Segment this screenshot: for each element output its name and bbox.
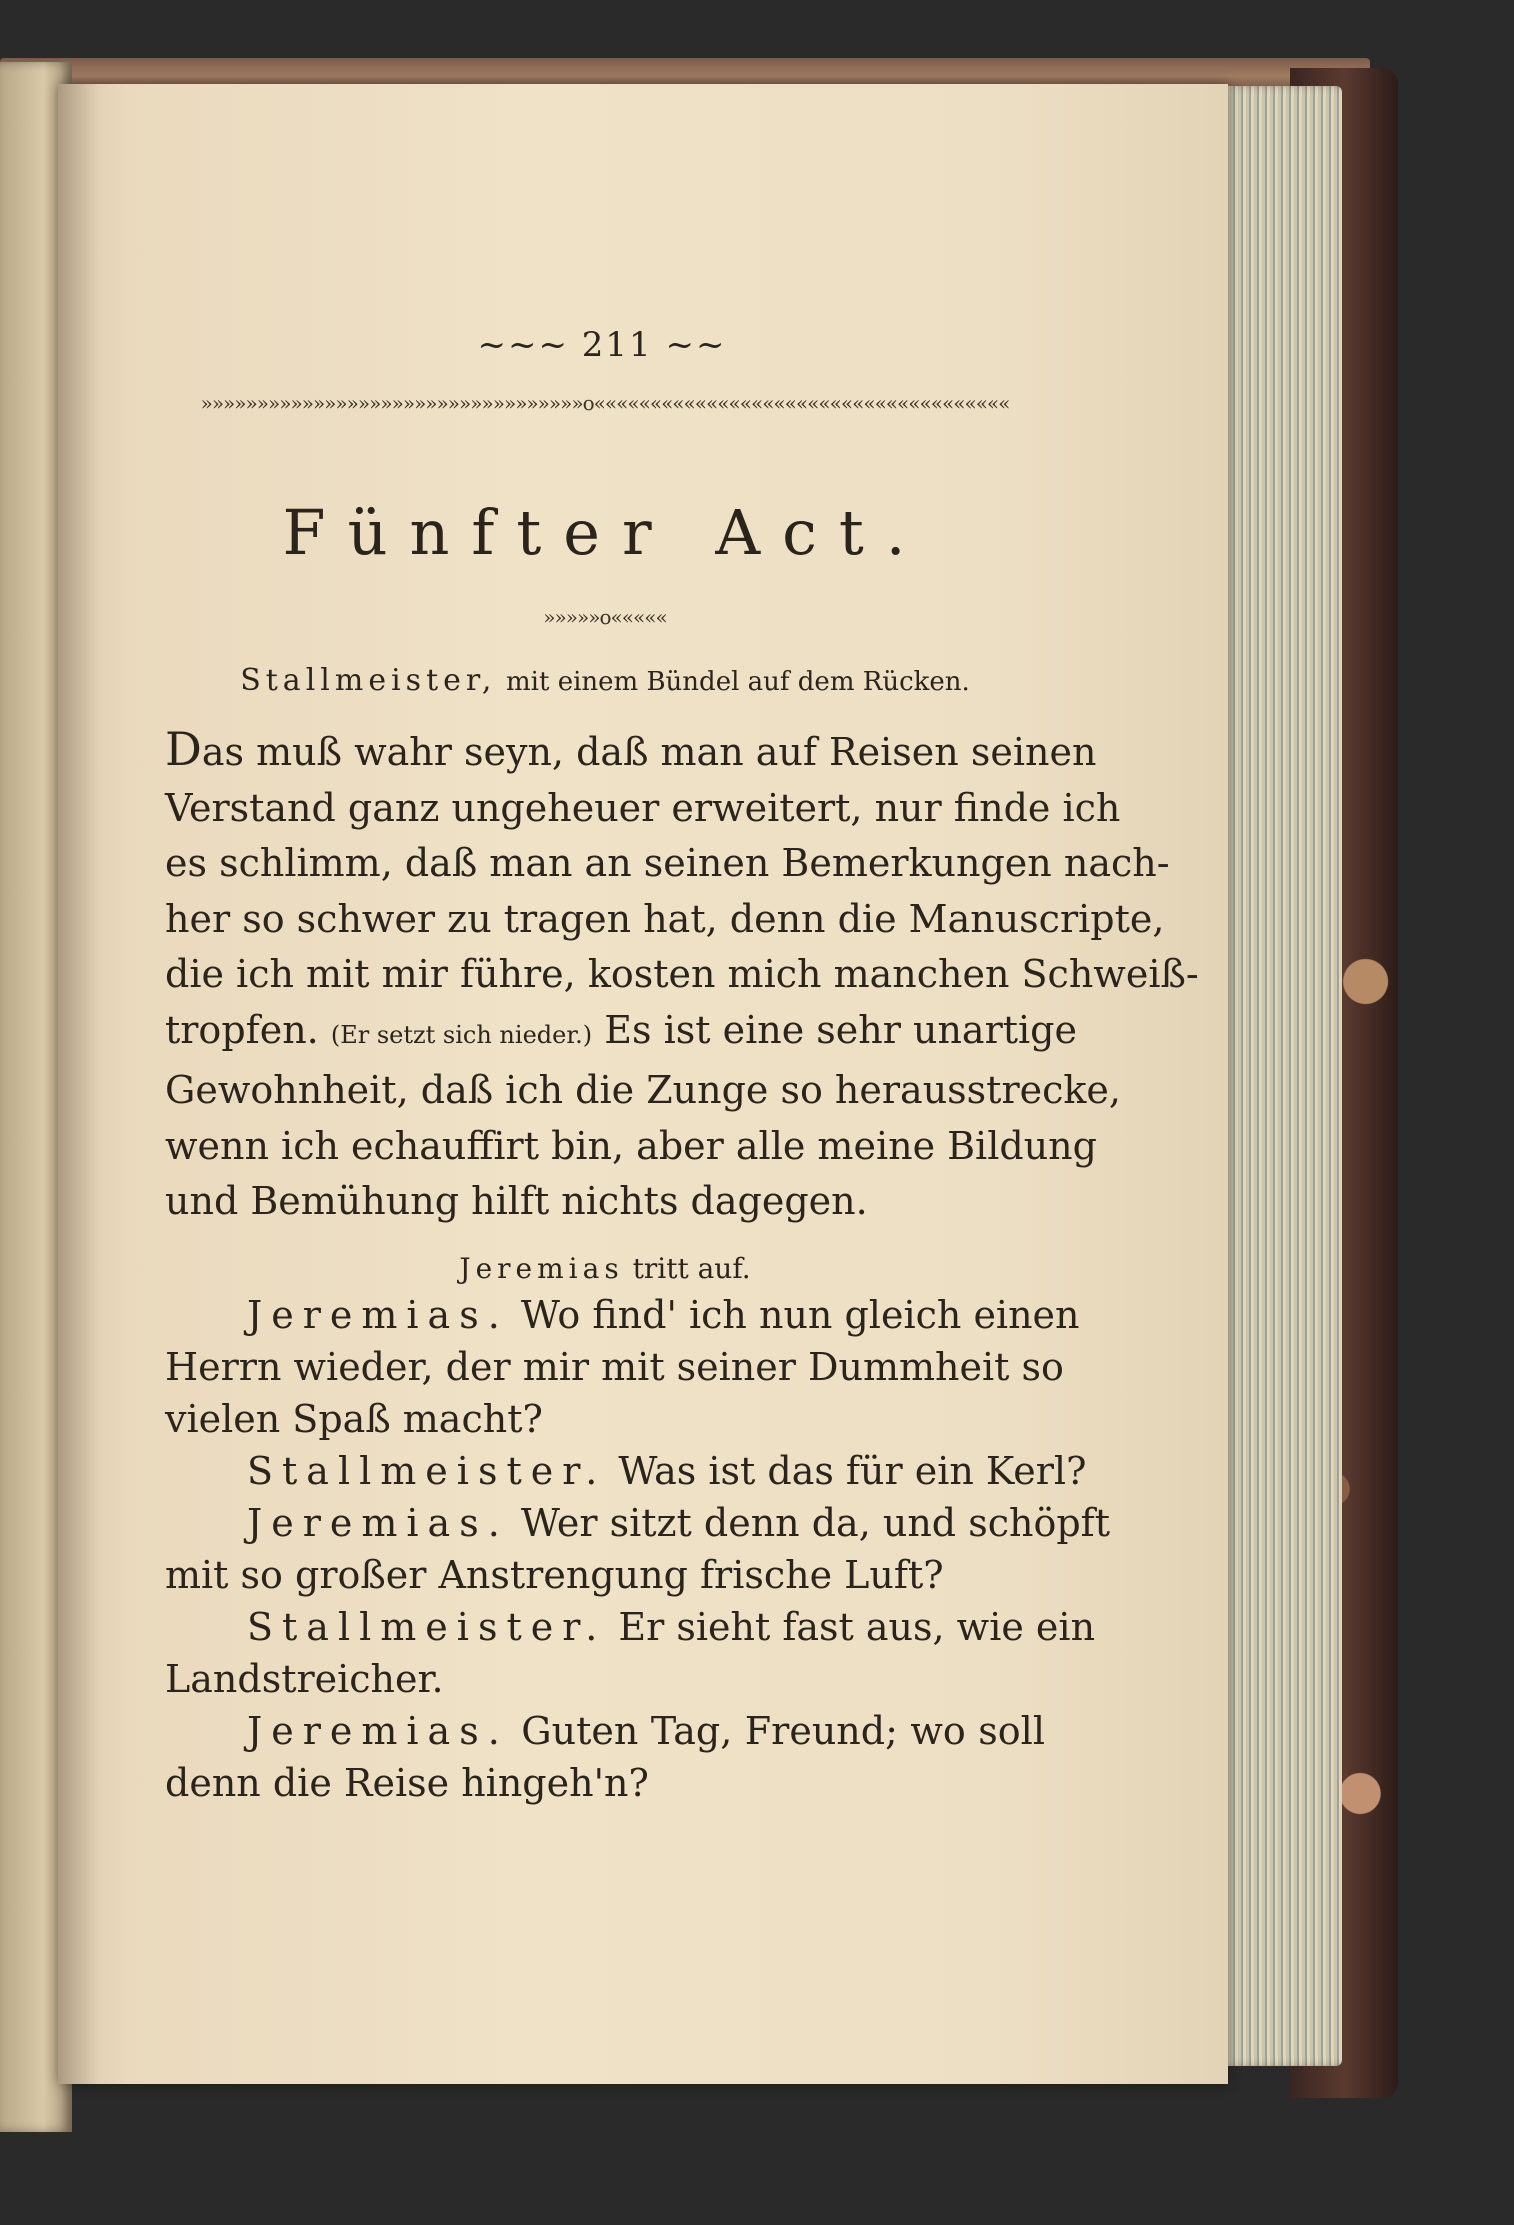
text-line: her so schwer zu tragen hat, denn die Manuscripte, [165,896,1165,941]
page-number: 211 [581,325,653,365]
text-fragment: Es ist eine sehr unartige [604,1007,1077,1052]
text-line [165,722,1097,781]
speaker: Stallmeister. [247,1448,607,1493]
ornament-right: ~~ [665,325,727,365]
character-name: Jeremias [459,1251,624,1285]
speech: Was ist das für ein Kerl? [618,1448,1087,1493]
speech: Wo find' ich nun gleich einen [520,1292,1080,1337]
dialogue-line: mit so großer Anstrengung frische Luft? [165,1552,944,1597]
page-text [165,325,1199,1809]
dialogue-line: Landstreicher. [165,1656,444,1701]
text-line: Verstand ganz ungeheuer erweitert, nur finde ich [165,785,1121,830]
dialogue-line [165,1497,1111,1549]
act-title: Fünfter Act. [282,496,928,569]
stage-direction [165,663,1045,698]
ornament-left: ~~~ [477,325,569,365]
speaker: Jeremias. [247,1292,509,1337]
dialogue [165,1289,1111,1809]
inline-stage-direction: (Er setzt sich nieder.) [330,1020,593,1049]
dialogue-line: denn die Reise hingeh'n? [165,1760,649,1805]
speaker: Jeremias. [247,1708,509,1753]
text-line: Gewohnheit, daß ich die Zunge so herausstrecke, [165,1068,1121,1112]
speech: Guten Tag, Freund; wo soll [521,1708,1045,1753]
direction-text: tritt auf. [632,1251,751,1285]
page-block-edges [1222,86,1342,2066]
decorative-rule-small: »»»»»o««««« [543,605,667,629]
text-line: wenn ich echauffirt bin, aber alle meine Bildung [165,1123,1097,1168]
speaker: Jeremias. [247,1500,509,1545]
text-fragment: tropfen. [165,1007,319,1052]
text-line-content: as muß wahr seyn, daß man auf Reisen seinen [201,730,1097,774]
text-line: und Bemühung hilft nichts dagegen. [165,1179,868,1223]
dialogue-line [165,1289,1080,1341]
speaker: Stallmeister. [247,1604,607,1649]
text-line: die ich mit mir führe, kosten mich manchen Schweiß- [165,952,1199,996]
drop-initial: D [165,722,202,776]
speech: Er sieht fast aus, wie ein [618,1604,1096,1649]
page-number-header [159,325,1045,365]
direction-text: mit einem Bündel auf dem Rücken. [506,667,970,697]
entrance-direction [165,1252,1045,1285]
dialogue-line [165,1445,1087,1497]
text-line: es schlimm, daß man an seinen Bemerkungen nach- [165,841,1170,885]
speech: Wer sitzt denn da, und schöpft [520,1500,1111,1545]
gutter-shadow [58,84,98,2084]
dialogue-line [165,1705,1045,1757]
dialogue-line [165,1601,1096,1653]
decorative-rule: »»»»»»»»»»»»»»»»»»»»»»»»»»»»»»»»»»o««««««««««««««««««««««««««««««««««««« [200,395,1010,411]
dialogue-line: Herrn wieder, der mir mit seiner Dummheit so [165,1344,1064,1389]
monologue [165,722,1199,1230]
character-name: Stallmeister, [240,663,497,698]
text-line [165,1003,1077,1064]
dialogue-line: vielen Spaß macht? [165,1396,543,1441]
